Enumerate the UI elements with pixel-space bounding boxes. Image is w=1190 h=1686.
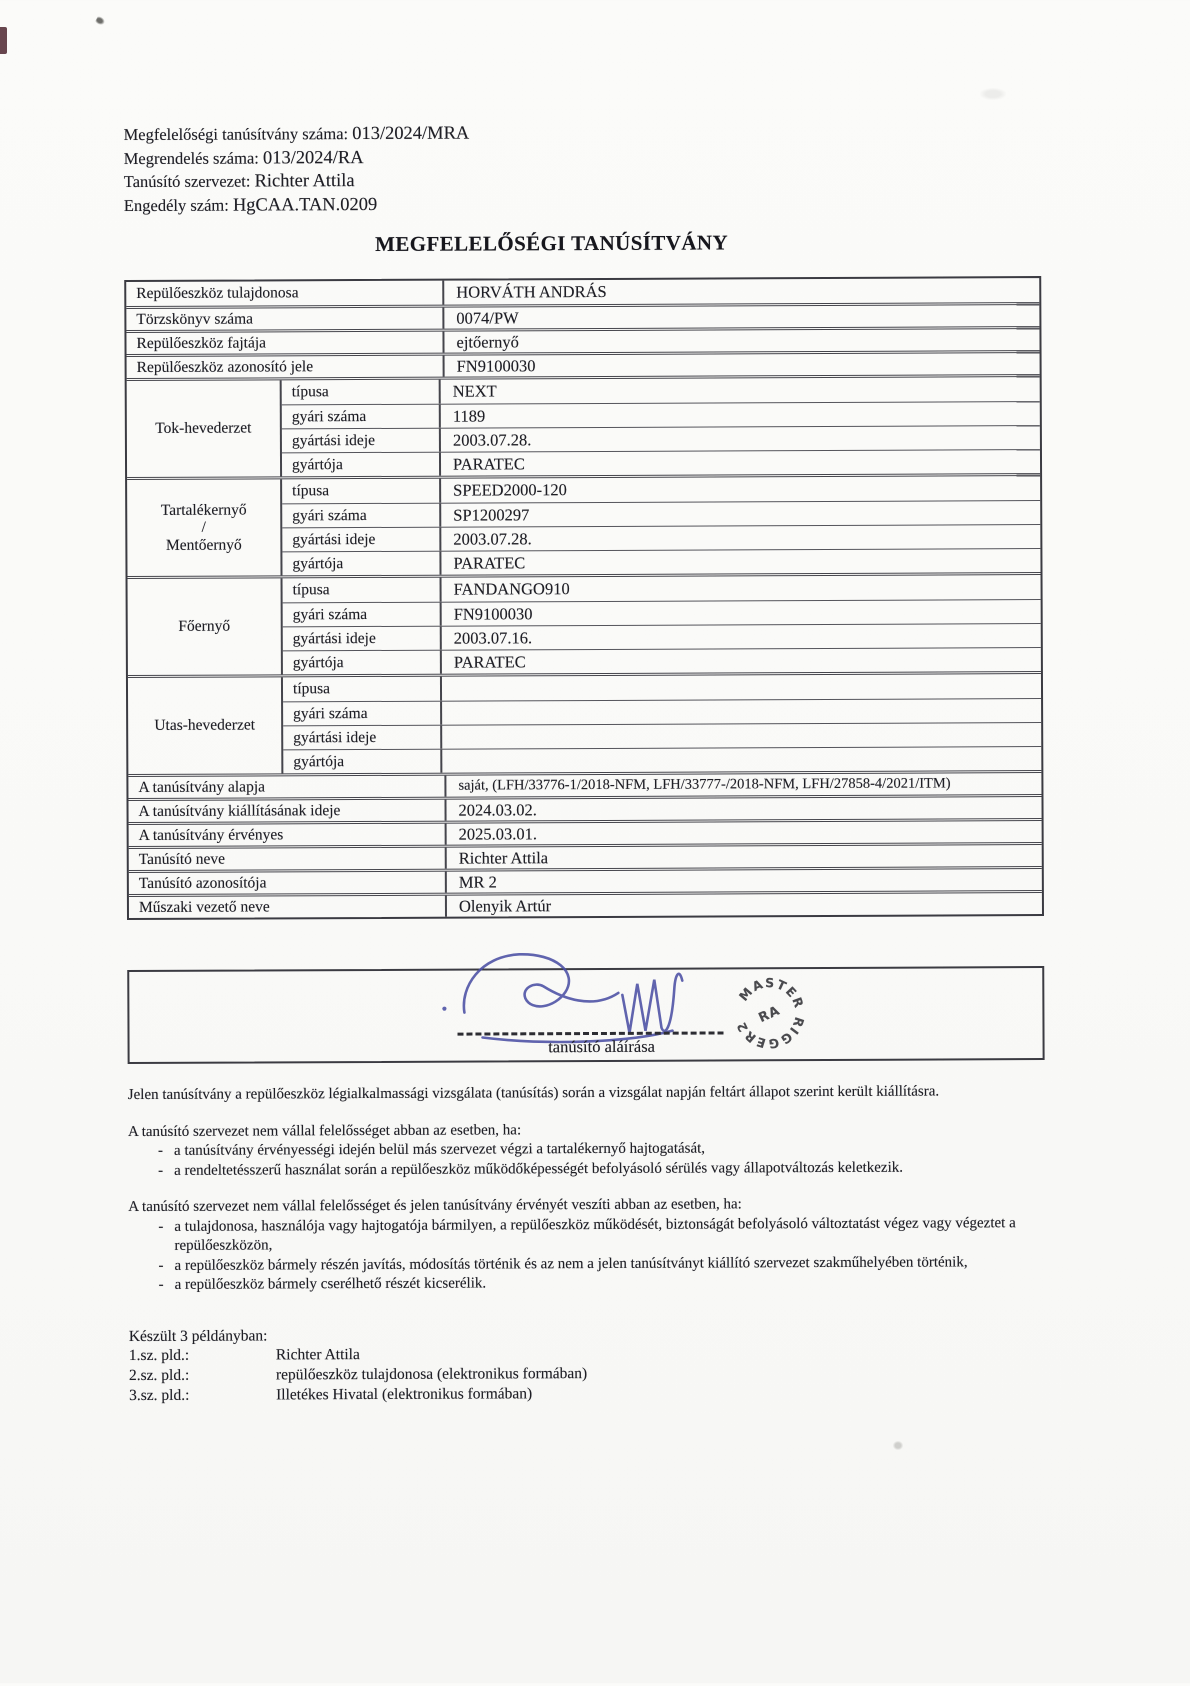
- sub-value: [442, 674, 1041, 701]
- sub-label: gyári száma: [282, 405, 441, 429]
- table-group-main-canopy: [128, 572, 1041, 675]
- row-value: Olenyik Artúr: [458, 895, 552, 916]
- sub-row-manufacturer: [283, 746, 1041, 773]
- sub-value: SP1200297: [453, 504, 530, 525]
- sub-label: gyártója: [283, 651, 442, 675]
- sub-row-type: [282, 377, 1040, 404]
- row-label: A tanúsítvány kiállításának ideje: [128, 800, 446, 822]
- order-number-value: 013/2024/RA: [262, 146, 364, 167]
- bullet-dash: -: [158, 1257, 164, 1274]
- copy-row: [129, 1382, 1081, 1406]
- sub-value: FANDANGO910: [453, 579, 570, 599]
- copy-number: 2.sz. pld.:: [128, 1366, 190, 1385]
- row-label: Tanúsító azonosítója: [129, 872, 447, 894]
- certificate-table: [124, 276, 1044, 920]
- disclaimer2-heading: A tanúsító szervezet nem vállal felelősséget és jelen tanúsítvány érvényét veszíti abban az esetben, ha:: [128, 1196, 742, 1216]
- certificate-number-line: [124, 122, 470, 147]
- table-group-harness: [127, 374, 1040, 477]
- group-label: Tok-hevederzet: [127, 380, 282, 477]
- sub-value: [442, 723, 1041, 749]
- certifying-org-value: Richter Attila: [254, 170, 355, 191]
- permit-number-value: HgCAA.TAN.0209: [232, 193, 378, 215]
- copy-recipient: Richter Attila: [275, 1346, 360, 1364]
- table-row-certifier-name: [129, 842, 1042, 870]
- sub-row-mfg-date: [282, 425, 1040, 452]
- row-label: Tanúsító neve: [129, 848, 447, 870]
- sub-row-manufacturer: [282, 449, 1040, 476]
- order-number-label: Megrendelés száma:: [123, 147, 259, 168]
- row-value: ejtőernyő: [456, 331, 519, 352]
- bullet-dash: -: [158, 1218, 164, 1235]
- row-label: Törzskönyv száma: [126, 308, 444, 330]
- sub-value: 1189: [452, 405, 486, 426]
- row-value: MR 2: [458, 871, 497, 892]
- svg-text:MASTER RIGGER2: MASTER RIGGER2: [732, 975, 808, 1052]
- sub-value: PARATEC: [453, 552, 526, 573]
- table-row-ident: [127, 350, 1040, 378]
- row-value: HORVÁTH ANDRÁS: [456, 281, 607, 302]
- signature-caption: tanúsító aláírása: [548, 1036, 655, 1057]
- document-header: [124, 122, 470, 218]
- disclaimer1-item: - a rendeltetésszerű használat során a repülőeszköz működőképességét befolyásoló sérülés vagy állapotváltozás keletkezik.: [128, 1157, 1080, 1181]
- sub-row-serial: [283, 698, 1041, 725]
- notes-section: [128, 1082, 1081, 1406]
- disclaimer1-heading: A tanúsító szervezet nem vállal felelősséget abban az esetben, ha:: [127, 1121, 522, 1140]
- sub-value: FN9100030: [453, 603, 533, 624]
- sub-value: 2003.07.16.: [453, 627, 533, 648]
- copies-section: [129, 1322, 1081, 1406]
- order-number-line: [124, 145, 470, 170]
- sub-label: gyártási ideje: [282, 429, 441, 453]
- sub-value: PARATEC: [453, 651, 526, 672]
- row-label: Repülőeszköz fajtája: [126, 332, 444, 354]
- table-group-passenger-harness: [128, 671, 1041, 774]
- sub-row-serial: [282, 500, 1040, 527]
- permit-number-line: [124, 192, 470, 217]
- group-label: Utas-hevederzet: [128, 677, 283, 774]
- sub-value: 2003.07.28.: [452, 429, 532, 450]
- master-rigger-stamp: [721, 965, 817, 1061]
- sub-label: gyári száma: [283, 603, 442, 627]
- row-value: 2025.03.01.: [458, 823, 538, 844]
- sub-value: SPEED2000-120: [453, 480, 567, 500]
- group-label: Tartalékernyő / Mentőernyő: [127, 479, 282, 576]
- row-value: Richter Attila: [458, 847, 549, 868]
- sub-label: gyártója: [283, 750, 442, 774]
- sub-value: [442, 747, 1041, 773]
- disclaimer2-item: - a tulajdonosa, használója vagy hajtogatója bármilyen, a repülőeszköz működését, biztonságát befolyásoló változtatást végez vagy végeztet a repülőeszközön,: [128, 1213, 1080, 1256]
- table-row-valid: [129, 818, 1042, 846]
- table-row-issued: [128, 794, 1041, 822]
- sub-label: típusa: [282, 479, 441, 504]
- statement-paragraph: Jelen tanúsítvány a repülőeszköz légialkalmassági vizsgálata (tanúsítás) során a vizsgálat napján feltárt állapot szerint került kiállításra.: [127, 1083, 940, 1104]
- sub-row-manufacturer: [282, 548, 1040, 575]
- certificate-number-label: Megfelelőségi tanúsítvány száma:: [123, 124, 349, 145]
- disclaimer1-item: - a tanúsítvány érvényességi idején belül más szervezet végzi a tartalékernyő hajtogatását,: [128, 1138, 1080, 1162]
- copy-number: 3.sz. pld.:: [129, 1386, 190, 1405]
- table-row-certifier-id: [129, 866, 1042, 894]
- sub-row-type: [283, 674, 1041, 701]
- table-row-kind: [126, 326, 1039, 354]
- row-label: A tanúsítvány érvényes: [129, 824, 447, 846]
- bullet-dash: -: [158, 1162, 164, 1179]
- row-value: 2024.03.02.: [458, 799, 537, 820]
- sub-value: 2003.07.28.: [453, 528, 532, 549]
- sub-row-type: [282, 476, 1040, 503]
- sub-row-type: [283, 575, 1041, 602]
- sub-label: gyári száma: [282, 504, 441, 528]
- copies-heading: Készült 3 példányban:: [128, 1326, 268, 1345]
- bullet-dash: -: [158, 1276, 164, 1293]
- certifying-org-line: [124, 169, 470, 194]
- row-label: Repülőeszköz tulajdonosa: [126, 281, 444, 306]
- copy-recipient: repülőeszköz tulajdonosa (elektronikus formában): [275, 1365, 588, 1384]
- sub-value: [442, 699, 1041, 725]
- row-value: 0074/PW: [456, 307, 519, 328]
- sub-label: gyártója: [282, 552, 441, 576]
- disclaimer2-item: - a repülőeszköz bármely cserélhető részét kicserélik.: [129, 1272, 1081, 1296]
- sub-row-serial: [282, 401, 1040, 428]
- copy-recipient: Illetékes Hivatal (elektronikus formában): [276, 1385, 533, 1404]
- signature-box: [127, 966, 1044, 1064]
- sub-row-mfg-date: [283, 722, 1041, 749]
- sub-value: PARATEC: [452, 453, 525, 474]
- group-label: Főernyő: [128, 578, 283, 675]
- table-group-reserve: [127, 473, 1040, 576]
- copy-number: 1.sz. pld.:: [128, 1346, 190, 1365]
- sub-label: típusa: [282, 380, 441, 405]
- permit-number-label: Engedély szám:: [123, 195, 229, 215]
- sub-value: NEXT: [452, 381, 497, 401]
- sub-row-serial: [283, 599, 1041, 626]
- page-title: MEGFELELŐSÉGI TANÚSÍTVÁNY: [375, 230, 729, 256]
- disclaimer2-item: - a repülőeszköz bármely részén javítás, módosítás történik és az nem a jelen tanúsítványt kiállító szervezet szakműhelyében történik,: [128, 1252, 1080, 1276]
- table-row-basis: [128, 770, 1041, 798]
- sub-label: gyártója: [282, 453, 441, 477]
- table-row-technical-lead: [129, 890, 1042, 918]
- sub-row-mfg-date: [282, 524, 1040, 551]
- svg-text:RA: RA: [756, 1003, 783, 1027]
- certificate-number-value: 013/2024/MRA: [352, 122, 470, 144]
- signature-dashed-line: [458, 1031, 724, 1035]
- sub-row-manufacturer: [283, 647, 1041, 674]
- row-label: Műszaki vezető neve: [129, 896, 447, 918]
- row-value: saját, (LFH/33776-1/2018-NFM, LFH/33777-/2018-NFM, LFH/27858-4/2021/ITM): [458, 775, 951, 794]
- certifying-org-label: Tanúsító szervezet:: [123, 171, 251, 192]
- sub-label: típusa: [283, 578, 442, 603]
- bullet-dash: -: [157, 1142, 164, 1159]
- table-row-owner: [126, 278, 1039, 306]
- sub-label: gyártási ideje: [283, 627, 442, 651]
- row-label: A tanúsítvány alapja: [128, 776, 446, 798]
- sub-row-mfg-date: [283, 623, 1041, 650]
- row-value: FN9100030: [456, 355, 536, 376]
- sub-label: gyári száma: [283, 702, 442, 726]
- sub-label: gyártási ideje: [282, 528, 441, 552]
- table-row-registry: [126, 302, 1039, 330]
- sub-label: típusa: [283, 677, 442, 702]
- sub-label: gyártási ideje: [283, 726, 442, 750]
- row-label: Repülőeszköz azonosító jele: [127, 356, 445, 378]
